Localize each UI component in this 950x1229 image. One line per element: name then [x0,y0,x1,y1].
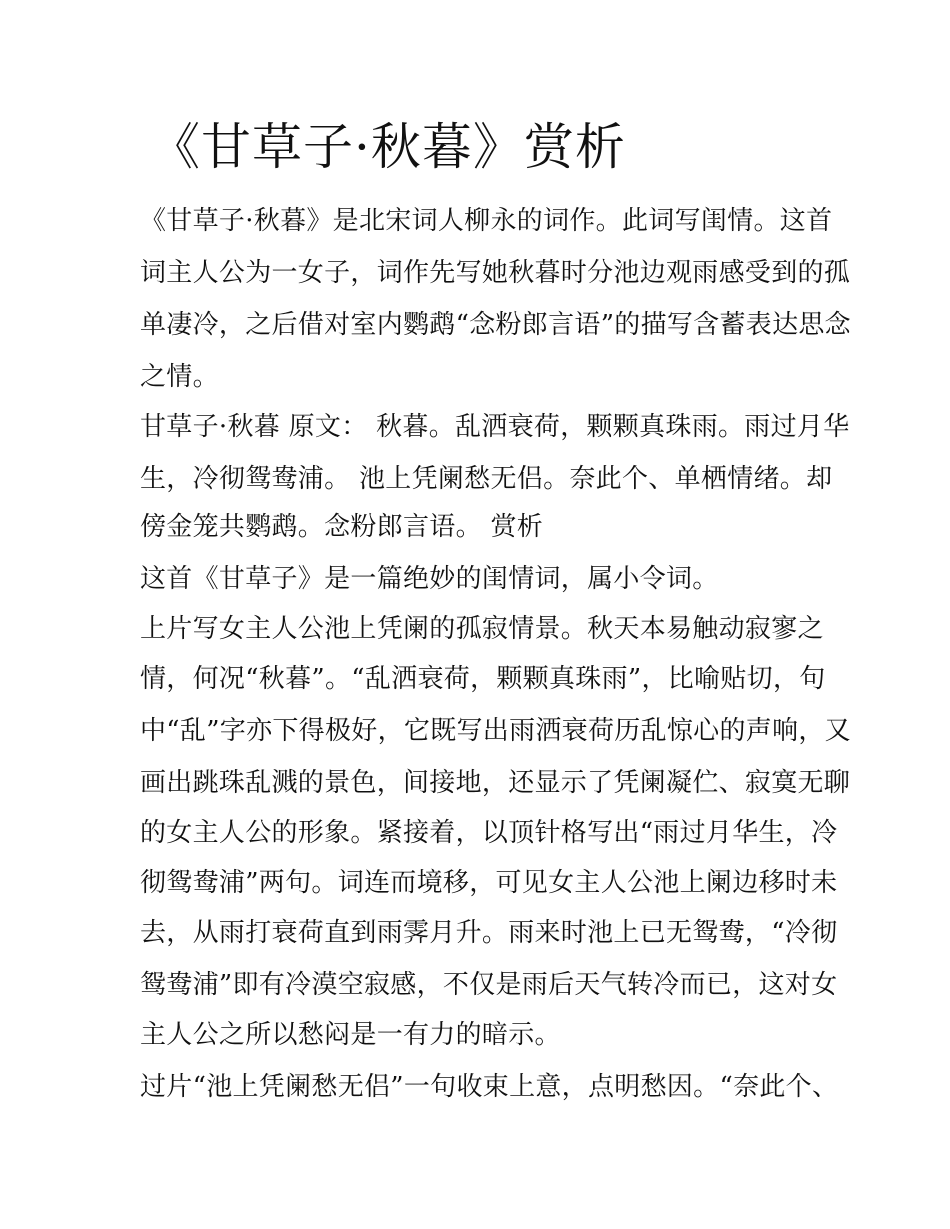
text-line: 生，冷彻鸳鸯浦。 池上凭阑愁无侣。奈此个、单栖情绪。却 [140,464,833,494]
text-line: 上片写女主人公池上凭阑的孤寂情景。秋天本易触动寂寥之 [140,614,824,644]
text-line: 这首《甘草子》是一篇绝妙的闺情词，属小令词。 [140,564,719,594]
text-line: 中“乱”字亦下得极好，它既写出雨洒衰荷历乱惊心的声响，又 [140,716,851,746]
text-line: 情，何况“秋暮”。“乱洒衰荷，颗颗真珠雨”，比喻贴切，句 [140,664,826,694]
page-title: 《甘草子·秋暮》赏析 [150,118,626,176]
text-line: 之情。 [140,362,219,392]
text-line: 主人公之所以愁闷是一有力的暗示。 [140,1020,561,1050]
text-line: 傍金笼共鹦鹉。念粉郎言语。 赏析 [140,512,544,542]
text-line: 过片“池上凭阑愁无侣”一句收束上意，点明愁因。“奈此个、 [140,1072,839,1102]
text-line: 的女主人公的形象。紧接着，以顶针格写出“雨过月华生，冷 [140,818,838,848]
text-line: 彻鸳鸯浦”两句。词连而境移，可见女主人公池上阑边移时未 [140,868,838,898]
text-line: 词主人公为一女子，词作先写她秋暮时分池边观雨感受到的孤 [140,258,851,288]
text-line: 单凄冷，之后借对室内鹦鹉“念粉郎言语”的描写含蓄表达思念 [140,310,851,340]
text-line: 去，从雨打衰荷直到雨霁月升。雨来时池上已无鸳鸯，“冷彻 [140,918,838,948]
text-line: 鸳鸯浦”即有冷漠空寂感，不仅是雨后天气转冷而已，这对女 [140,970,838,1000]
text-line: 甘草子·秋暮 原文： 秋暮。乱洒衰荷，颗颗真珠雨。雨过月华 [140,412,850,442]
text-line: 画出跳珠乱溅的景色，间接地，还显示了凭阑凝伫、寂寞无聊 [140,768,851,798]
text-line: 《甘草子·秋暮》是北宋词人柳永的词作。此词写闺情。这首 [140,206,833,236]
